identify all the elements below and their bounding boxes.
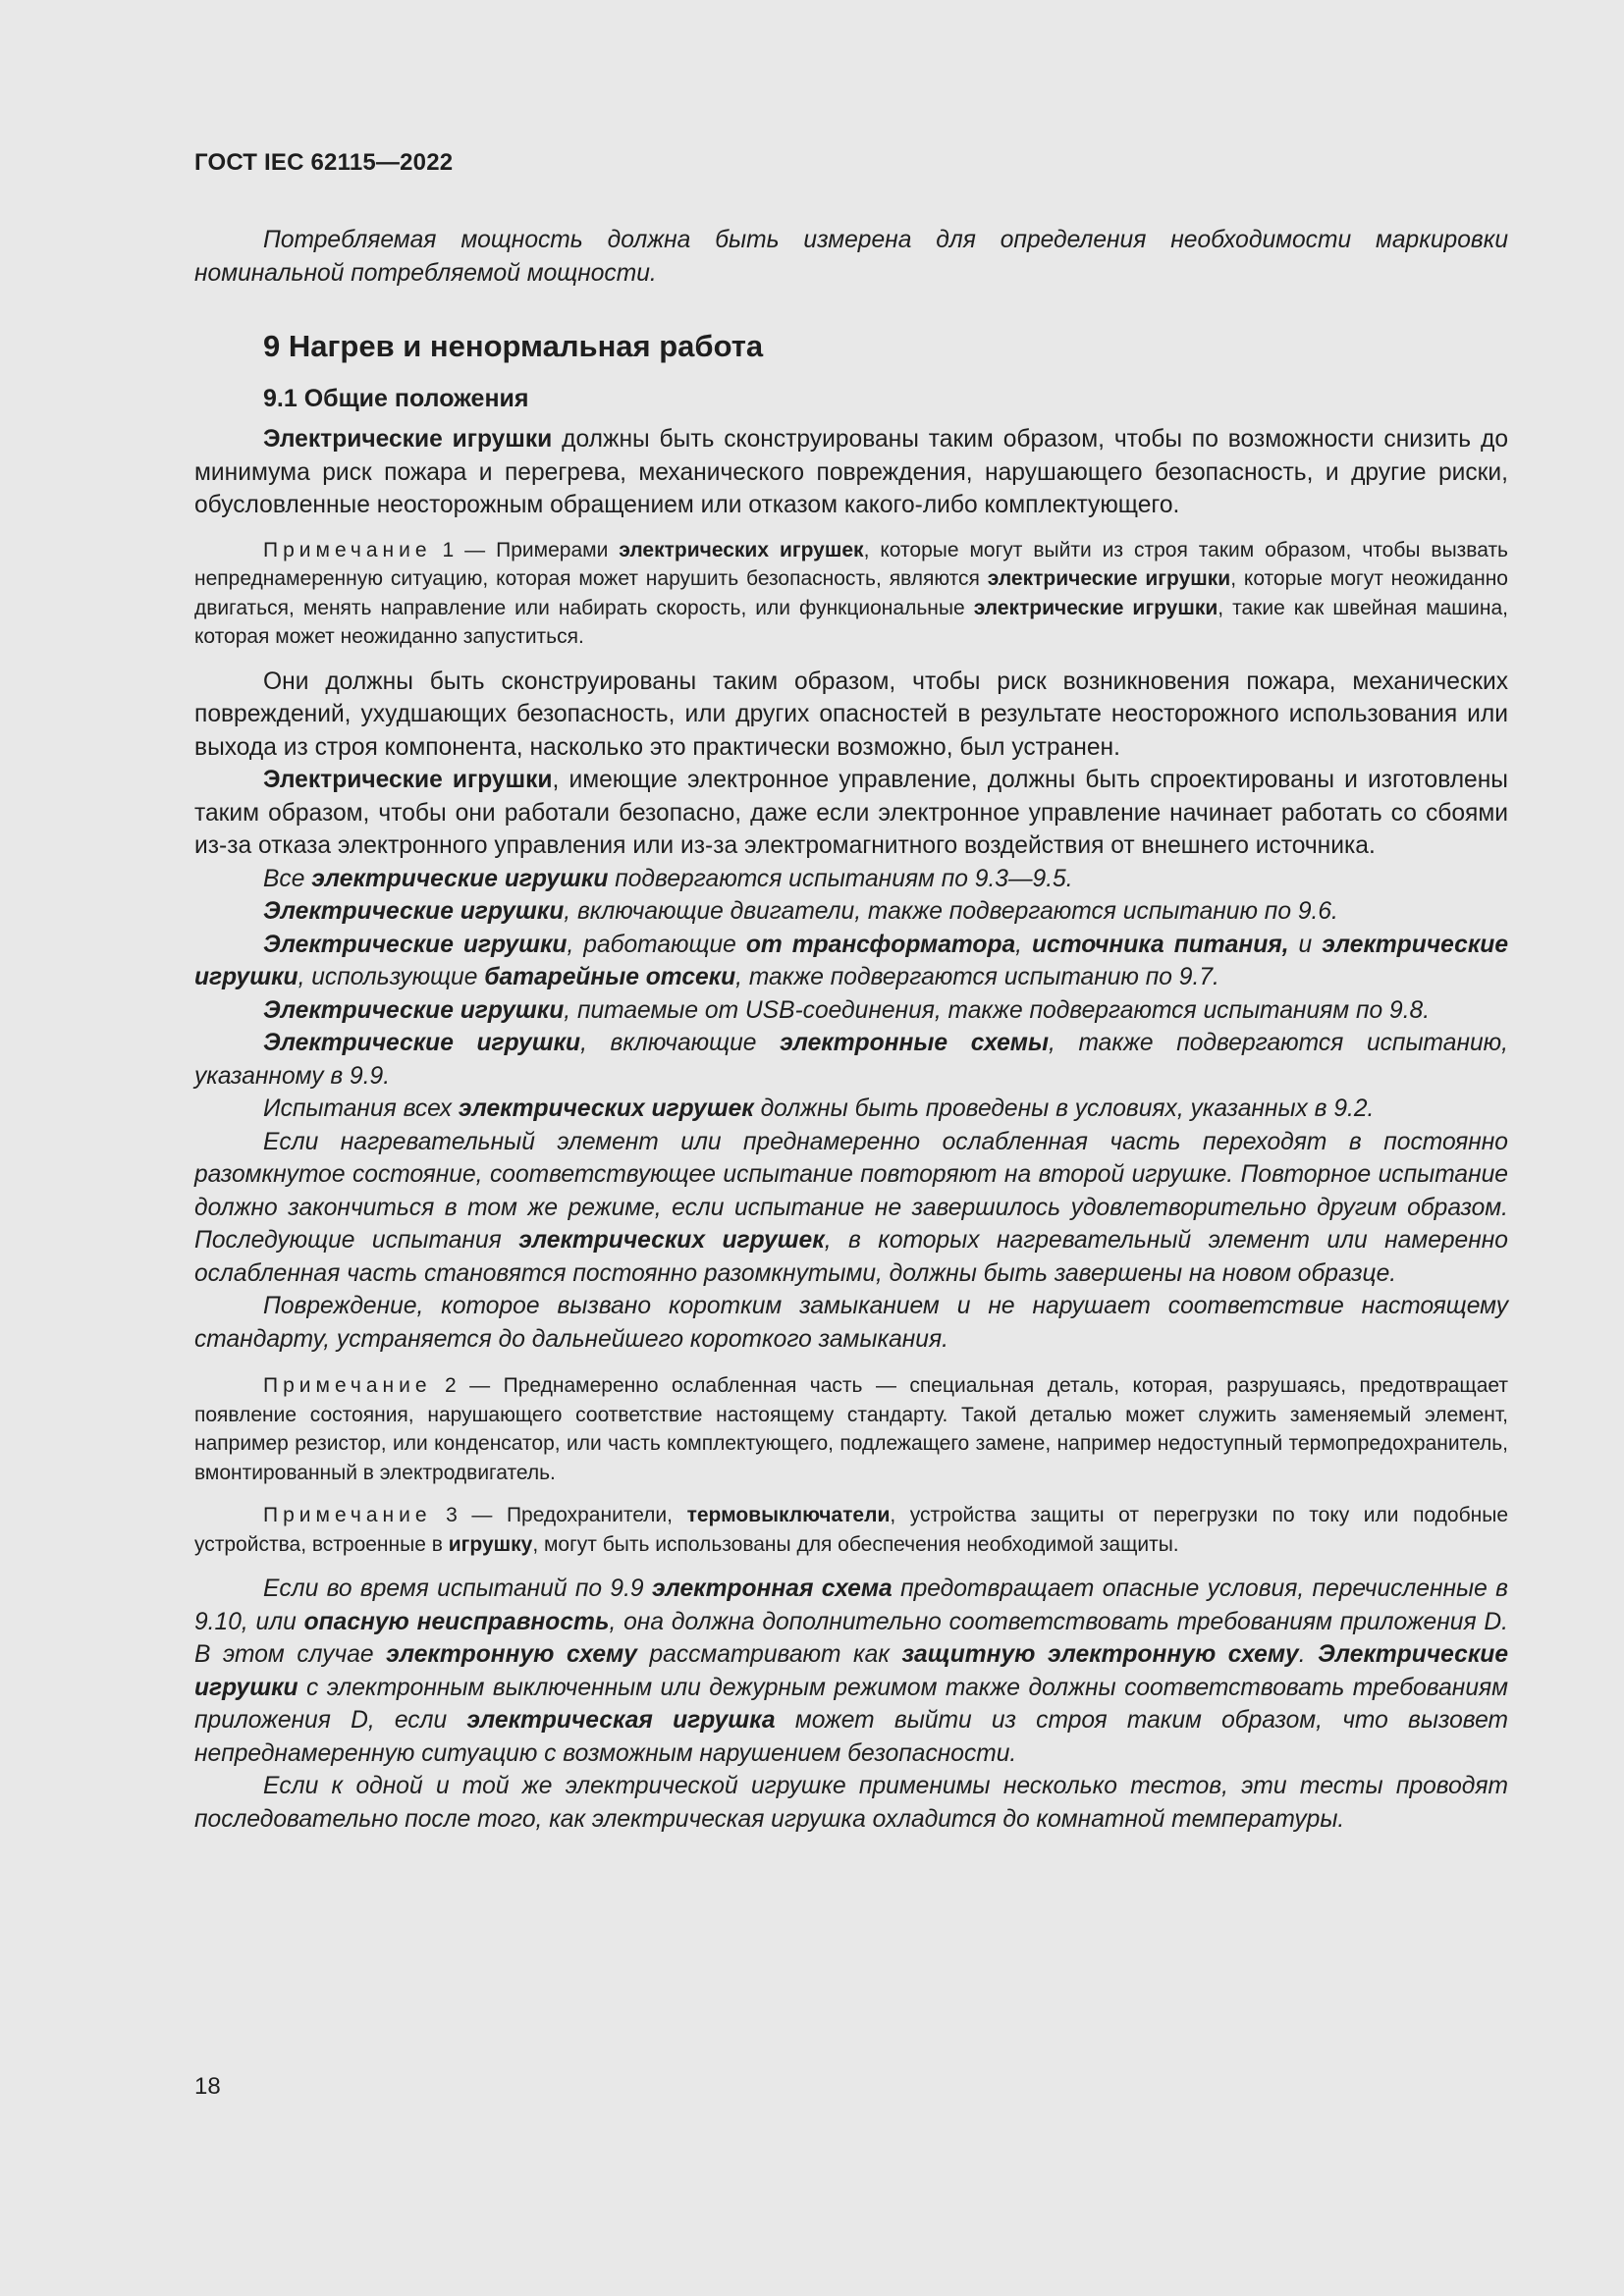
note-label: Примечание: [263, 538, 432, 561]
paragraph: Они должны быть сконструированы таким образом, чтобы риск возникновения пожара, механических повреждений, ухудшающих безопасность, или других опасностей в результате неосторожного использования или выхода из строя компонента, насколько это практически возможно, был устранен.: [194, 667, 1508, 761]
paragraph: Электрические игрушки, включающие двигатели, также подвергаются испытанию по 9.6.: [263, 898, 1338, 925]
paragraph: Электрические игрушки, включающие электронные схемы, также подвергаются испытанию, указанному в 9.9.: [194, 1030, 1508, 1090]
document-header: ГОСТ IEC 62115—2022: [194, 149, 454, 176]
note-2: Примечание 2 — Преднамеренно ослабленная часть — специальная деталь, которая, разрушаясь, предотвращает появление состояния, нарушающего соответствие настоящему стандарту. Такой деталью может служить заменяемый элемент, например резистор, или конденсатор, или часть комплектующего, подлежащего замене, например недоступный термопредохранитель, вмонтированный в электродвигатель.: [194, 1374, 1508, 1484]
paragraph: Повреждение, которое вызвано коротким замыканием и не нарушает соответствие настоящему стандарту, устраняется до дальнейшего короткого замыкания.: [194, 1293, 1508, 1353]
paragraph: Испытания всех электрических игрушек должны быть проведены в условиях, указанных в 9.2.: [263, 1095, 1375, 1122]
section-title: 9 Нагрев и ненормальная работа: [263, 329, 764, 363]
paragraph: Если во время испытаний по 9.9 электронная схема предотвращает опасные условия, перечисленные в 9.10, или опасную неисправность, она должна дополнительно соответствовать требованиям приложения D. В этом случае электронную схему рассматривают как защитную электронную схему. Электрические игрушки с электронным выключенным или дежурным режимом также должны соответствовать требованиям приложения D, если электрическая игрушка может выйти из строя таким образом, что вызовет непреднамеренную ситуацию с возможным нарушением безопасности.: [194, 1575, 1509, 1767]
page-content: [194, 224, 1508, 1836]
page-number: 18: [194, 2073, 221, 2100]
paragraph: Электрические игрушки должны быть сконструированы таким образом, чтобы по возможности снизить до минимума риск пожара и перегрева, механического повреждения, нарушающего безопасность, и другие риски, обусловленные неосторожным обращением или отказом какого-либо комплектующего.: [194, 426, 1508, 518]
paragraph: Если нагревательный элемент или преднамеренно ослабленная часть переходят в постоянно разомкнутое состояние, соответствующее испытание повторяют на второй игрушке. Повторное испытание должно закончиться в том же режиме, если испытание не завершилось удовлетворительно другим образом. Последующие испытания электрических игрушек, в которых нагревательный элемент или намеренно ослабленная часть становятся постоянно разомкнутыми, должны быть завершены на новом образце.: [194, 1128, 1508, 1287]
note-label: Примечание: [263, 1504, 432, 1526]
paragraph: Электрические игрушки, питаемые от USB-соединения, также подвергаются испытаниям по 9.8.: [263, 996, 1431, 1024]
paragraph: Электрические игрушки, работающие от трансформатора, источника питания, и электрические игрушки, использующие батарейные отсеки, также подвергаются испытанию по 9.7.: [194, 931, 1508, 990]
subsection-title: 9.1 Общие положения: [263, 385, 529, 412]
note-1: Примечание 1 — Примерами электрических игрушек, которые могут выйти из строя таким образом, чтобы вызвать непреднамеренную ситуацию, которая может нарушить безопасность, являются электрические игрушки, которые могут неожиданно двигаться, менять направление или набирать скорость, или функциональные электрические игрушки, такие как швейная машина, которая может неожиданно запуститься.: [194, 538, 1508, 648]
paragraph: Если к одной и той же электрической игрушке применимы несколько тестов, эти тесты проводят последовательно после того, как электрическая игрушка охладится до комнатной температуры.: [194, 1773, 1508, 1833]
paragraph: Все электрические игрушки подвергаются испытаниям по 9.3—9.5.: [263, 865, 1073, 892]
note-label: Примечание: [263, 1374, 432, 1397]
paragraph: Электрические игрушки, имеющие электронное управление, должны быть спроектированы и изготовлены таким образом, чтобы они работали безопасно, даже если электронное управление начинает работать со сбоями из-за отказа электронного управления или из-за электромагнитного воздействия от внешнего источника.: [194, 767, 1508, 859]
note-3: Примечание 3 — Предохранители, термовыключатели, устройства защиты от перегрузки по току или подобные устройства, встроенные в игрушку, могут быть использованы для обеспечения необходимой защиты.: [194, 1504, 1509, 1556]
intro-paragraph: Потребляемая мощность должна быть измерена для определения необходимости маркировки номинальной потребляемой мощности.: [194, 227, 1508, 287]
